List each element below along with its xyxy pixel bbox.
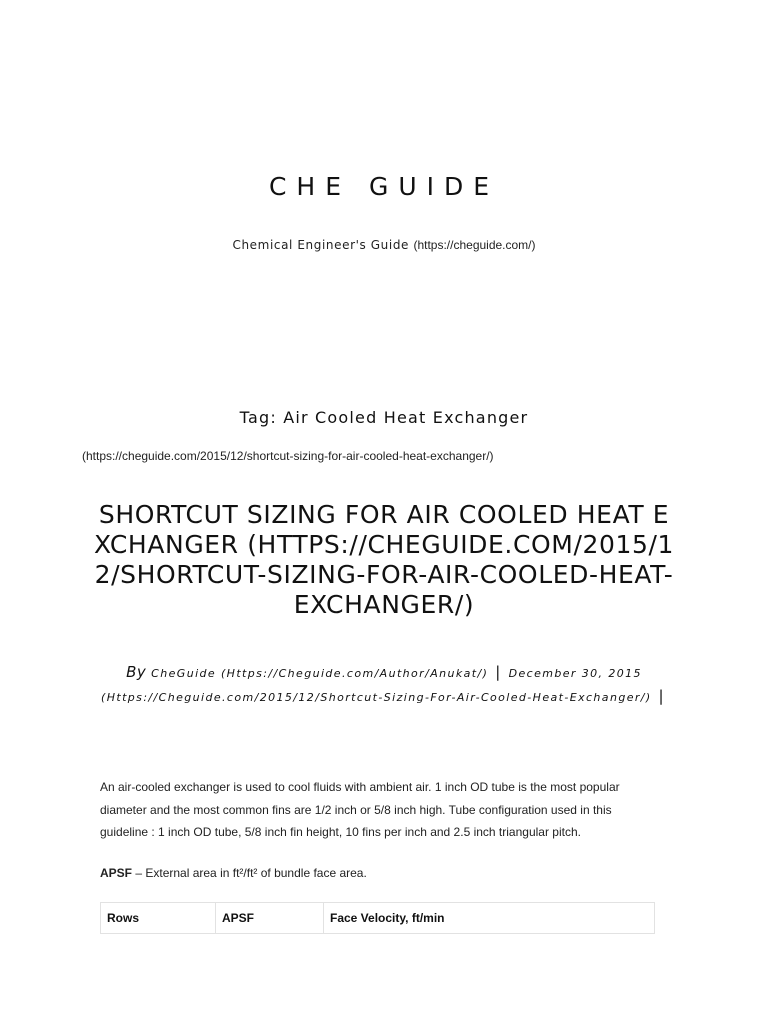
meta-separator: | — [495, 663, 502, 681]
tagline-url[interactable]: (https://cheguide.com/) — [413, 238, 536, 252]
post-link-url[interactable]: (https://cheguide.com/2015/12/shortcut-sizing-for-air-cooled-heat-exchanger/) — [82, 449, 494, 463]
apsf-table — [100, 902, 655, 934]
column-header-rows: Rows — [101, 903, 216, 934]
post-content — [100, 776, 656, 934]
site-tagline — [0, 238, 768, 252]
apsf-paragraph — [100, 862, 656, 885]
site-title-link[interactable]: CHE GUIDE — [268, 172, 500, 201]
post-date-url[interactable]: (Https://Cheguide.com/2015/12/Shortcut-Sizing-For-Air-Cooled-Heat-Exchanger/) — [101, 691, 652, 704]
apsf-term: APSF — [100, 865, 133, 880]
post-date[interactable]: December 30, 2015 — [508, 667, 642, 680]
meta-trailing-separator: | — [658, 687, 665, 705]
site-title — [0, 172, 768, 201]
archive-heading: Tag: Air Cooled Heat Exchanger — [239, 408, 529, 427]
tagline-text: Chemical Engineer's Guide — [232, 238, 410, 252]
column-header-face-velocity: Face Velocity, ft/min — [324, 903, 655, 934]
post-meta — [100, 661, 668, 709]
table-header-row — [101, 903, 655, 934]
by-label: By — [126, 663, 147, 681]
column-header-apsf: APSF — [216, 903, 324, 934]
post-title[interactable]: SHORTCUT SIZING FOR AIR COOLED HEAT EXCHANGER (HTTPS://CHEGUIDE.COM/2015/12/SHORTCUT-SIZING-FOR-AIR-COOLED-HEAT-EXCHANGER/) — [93, 500, 675, 619]
author-link[interactable]: CheGuide (Https://Cheguide.com/Author/Anukat/) — [151, 667, 489, 680]
apsf-definition: – External area in ft²/ft² of bundle face area. — [132, 865, 367, 880]
intro-paragraph: An air-cooled exchanger is used to cool fluids with ambient air. 1 inch OD tube is the most popular diameter and the most common fins are 1/2 inch or 5/8 inch high. Tube configuration used in this guideline : 1 inch OD tube, 5/8 inch fin height, 10 fins per inch and 2.5 inch triangular pitch. — [100, 780, 620, 839]
